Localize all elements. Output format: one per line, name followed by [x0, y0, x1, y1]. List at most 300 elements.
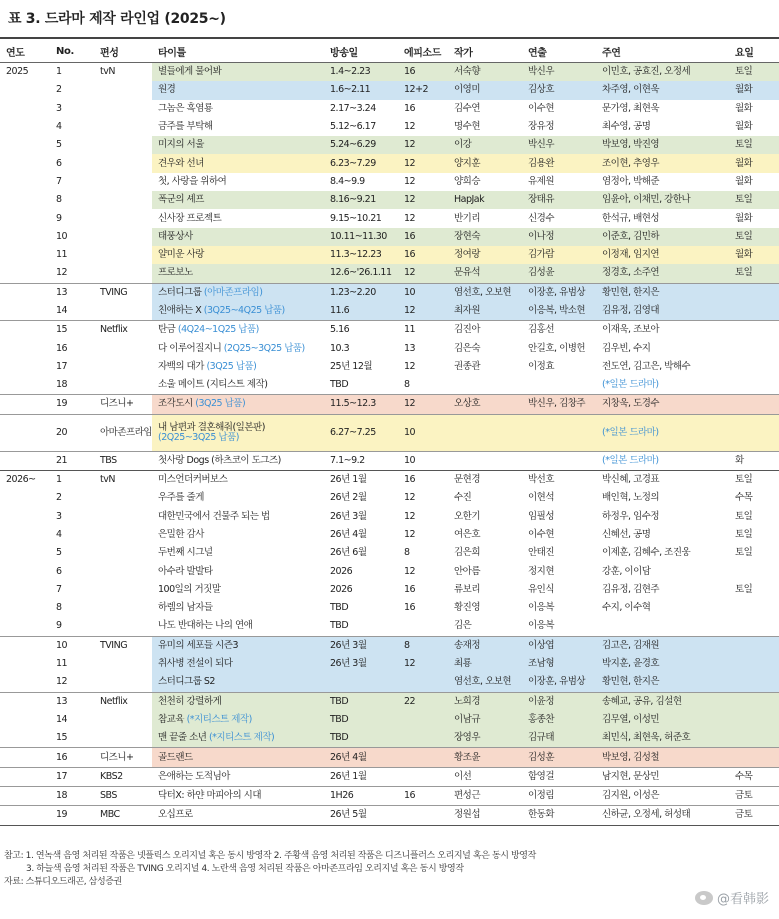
cast-cell: 임윤아, 이채민, 강한나: [596, 191, 729, 209]
network-cell: [94, 358, 152, 376]
no-cell: 13: [56, 695, 68, 707]
episode-cell: 10: [398, 451, 448, 470]
day-cell: 토일: [729, 228, 779, 246]
no-cell: 4: [56, 121, 62, 133]
title-cell: [152, 63, 324, 82]
weibo-icon: [695, 891, 713, 905]
cast-cell: 황민현, 한지은: [596, 283, 729, 302]
writer-cell: 이남규: [448, 711, 522, 729]
table-row: [0, 729, 779, 748]
director-cell: 유인식: [528, 583, 555, 595]
director-cell: 이장훈, 유범상: [522, 283, 596, 302]
cast-cell: 박지훈, 윤경호: [596, 655, 729, 673]
writer-cell: 최자원: [448, 302, 522, 321]
title-text: 취사병 전설이 되다: [158, 658, 233, 670]
episode-cell: 12+2: [398, 81, 448, 99]
writer-cell: 송재정: [448, 636, 522, 655]
title-text: 스터디그룹 S2: [158, 676, 215, 688]
day-cell: 토일: [729, 191, 779, 209]
cast-cell: 조이현, 추영우: [596, 154, 729, 172]
writer-cell: 최룡: [448, 655, 522, 673]
table-row: [0, 526, 779, 544]
director-cell: 박선호: [528, 474, 555, 486]
network-cell: [94, 544, 152, 562]
no-cell: 6: [56, 157, 62, 169]
table-row: [0, 100, 779, 118]
network-cell: MBC: [94, 806, 152, 825]
title-cell: [152, 118, 324, 136]
director-cell: 김용완: [522, 154, 596, 172]
cast-cell: 김우빈, 수지: [602, 342, 651, 354]
no-cell: 7: [56, 583, 62, 595]
date-cell: 26년 1월: [330, 474, 367, 486]
network-cell: [94, 100, 152, 118]
cast-cell: 송혜교, 공유, 김설현: [596, 692, 729, 711]
writer-cell: 김진아: [454, 324, 481, 336]
title-cell: [152, 414, 324, 451]
writer-cell: 명수현: [454, 121, 481, 133]
year-cell: [0, 358, 50, 376]
header-cell: 주연: [596, 40, 729, 63]
date-cell: 26년 6월: [330, 547, 367, 559]
episode-cell: 12: [404, 175, 416, 187]
director-cell: 김규태: [522, 729, 596, 748]
network-cell: [94, 209, 152, 227]
cast-cell: 차주영, 이현욱: [596, 81, 729, 99]
director-cell: 김성윤: [522, 264, 596, 283]
year-cell: [0, 729, 50, 748]
cast-cell: 전도연, 김고은, 박해수: [602, 360, 691, 372]
writer-cell: 염선호, 오보현: [448, 673, 522, 692]
writer-cell: 노희경: [448, 692, 522, 711]
title-text: 얄미운 사랑: [158, 249, 204, 261]
no-cell: 15: [50, 729, 94, 748]
director-cell: 안태진: [528, 547, 555, 559]
no-cell: 19: [50, 806, 94, 825]
director-cell: 장유정: [528, 121, 555, 133]
footnote-1: 참고: 1. 연녹색 음영 처리된 작품은 넷플릭스 오리지널 혹은 동시 방영작 2. 주황색 음영 처리된 작품은 디즈니플러스 오리지널 혹은 동시 방영작: [4, 851, 536, 861]
network-cell: [94, 655, 152, 673]
title-note: (3Q25 납품): [195, 398, 246, 410]
writer-cell: 이강: [448, 136, 522, 154]
title-text: 100일의 거짓말: [158, 583, 221, 595]
header-cell: 연출: [522, 40, 596, 63]
no-cell: 8: [56, 602, 62, 614]
day-cell: [729, 655, 779, 673]
header-cell: 요일: [729, 40, 779, 63]
year-cell: [0, 209, 50, 227]
writer-cell: 김은: [448, 617, 522, 636]
writer-cell: 김은희: [454, 547, 481, 559]
episode-cell: 12: [404, 492, 416, 504]
network-cell: [94, 711, 152, 729]
date-cell: 6.23~7.29: [324, 154, 398, 172]
director-cell: [522, 376, 596, 395]
writer-cell: 안아름: [454, 565, 481, 577]
cast-cell: 정경호, 소주연: [596, 264, 729, 283]
title-cell: [152, 81, 324, 99]
year-cell: [0, 806, 50, 825]
episode-cell: 22: [398, 692, 448, 711]
no-cell: 20: [50, 414, 94, 451]
table-row: [0, 302, 779, 321]
day-cell: 토일: [735, 547, 753, 559]
title-cell: [152, 339, 324, 357]
episode-cell: 12: [398, 154, 448, 172]
year-cell: [0, 228, 50, 246]
day-cell: [729, 636, 779, 655]
episode-cell: 16: [404, 474, 416, 486]
year-cell: [0, 264, 50, 283]
cast-cell: 강훈, 이이담: [602, 565, 651, 577]
writer-cell: [448, 451, 522, 470]
header-row: [0, 40, 779, 63]
table-row: [0, 136, 779, 154]
episode-cell: 16: [398, 786, 448, 805]
network-cell: [94, 136, 152, 154]
no-cell: 1: [56, 66, 62, 78]
director-cell: 조남형: [522, 655, 596, 673]
episode-cell: 16: [404, 602, 416, 614]
day-cell: 금토: [729, 786, 779, 805]
director-cell: 이수현: [528, 528, 555, 540]
title-cell: [152, 154, 324, 172]
director-cell: 김홍선: [528, 324, 555, 336]
episode-cell: 10: [398, 283, 448, 302]
day-cell: [729, 673, 779, 692]
title-text: 다 이루어질지니: [158, 342, 222, 354]
title-text: 미지의 서울: [158, 139, 204, 151]
title-note: (2Q25~3Q25 납품): [223, 342, 305, 354]
title-text: 신사장 프로젝트: [158, 212, 222, 224]
watermark-text: @看韩影: [716, 892, 769, 907]
network-cell: [94, 562, 152, 580]
director-cell: 홍종찬: [522, 711, 596, 729]
table-row: [0, 711, 779, 729]
table-row: [0, 283, 779, 302]
no-cell: 21: [50, 451, 94, 470]
title-text: 두번째 시그널: [158, 547, 213, 559]
title-text: 나도 반대하는 나의 연애: [158, 620, 253, 632]
no-cell: 2: [56, 492, 62, 504]
episode-cell: [398, 748, 448, 767]
date-cell: 10.11~11.30: [324, 228, 398, 246]
date-cell: 26년 3월: [330, 510, 367, 522]
year-cell: 2025: [6, 66, 29, 78]
episode-cell: 16: [404, 102, 416, 114]
watermark: [695, 888, 769, 907]
date-cell: 2026: [330, 565, 353, 577]
date-cell: 26년 3월: [324, 655, 398, 673]
director-cell: 이윤정: [522, 692, 596, 711]
header-cell: No.: [50, 40, 94, 63]
day-cell: 월화: [735, 212, 753, 224]
episode-cell: 16: [398, 228, 448, 246]
episode-cell: [398, 673, 448, 692]
title-cell: [152, 544, 324, 562]
year-cell: [0, 154, 50, 172]
title-text: 자백의 대가: [158, 360, 204, 372]
day-cell: [729, 711, 779, 729]
header-cell: 작가: [448, 40, 522, 63]
cast-cell: [596, 617, 729, 636]
no-cell: 16: [56, 342, 68, 354]
no-cell: 13: [56, 286, 68, 298]
day-cell: 월화: [735, 121, 753, 133]
no-cell: 12: [50, 673, 94, 692]
header-cell: 타이틀: [152, 40, 324, 63]
cast-cell: (*일본 드라마): [596, 414, 729, 451]
title-text: 폭군의 셰프: [158, 194, 204, 206]
title-text: 태풍상사: [158, 230, 193, 242]
day-cell: 수목: [729, 767, 779, 786]
director-cell: 이응복, 박소현: [522, 302, 596, 321]
table-row: [0, 358, 779, 376]
episode-cell: 13: [404, 342, 416, 354]
network-cell: [94, 599, 152, 617]
year-cell: [0, 118, 50, 136]
no-cell: 18: [50, 786, 94, 805]
year-cell: [0, 246, 50, 264]
director-cell: 신경수: [528, 212, 555, 224]
network-cell: tvN: [100, 474, 115, 486]
title-note: (3Q25 납품): [206, 360, 257, 372]
table-row: [0, 617, 779, 636]
day-cell: 월화: [729, 246, 779, 264]
network-cell: [94, 729, 152, 748]
cast-cell: 남지현, 문상민: [596, 767, 729, 786]
cast-cell: 박보영, 박진영: [596, 136, 729, 154]
table-title: 표 3. 드라마 제작 라인업 (2025~): [8, 11, 226, 27]
title-cell: [152, 395, 324, 414]
footnote-source: 자료: 스튜디오드래곤, 삼성증권: [4, 877, 122, 887]
network-cell: [94, 228, 152, 246]
date-cell: 5.12~6.17: [330, 121, 376, 133]
title-text: 오십프로: [158, 809, 193, 821]
title-cell: [152, 806, 324, 825]
writer-cell: HapJak: [448, 191, 522, 209]
date-cell: 26년 3월: [324, 636, 398, 655]
no-cell: 12: [50, 264, 94, 283]
cast-cell: 수지, 이수혁: [602, 602, 651, 614]
title-text: 골드랜드: [158, 751, 193, 763]
episode-cell: 12: [398, 302, 448, 321]
date-cell: 26년 1월: [324, 767, 398, 786]
title-cell: [152, 376, 324, 395]
date-cell: 5.16: [330, 324, 350, 336]
date-cell: 8.4~9.9: [330, 175, 365, 187]
table-row: [0, 339, 779, 357]
no-cell: 7: [56, 175, 62, 187]
header-cell: 연도: [0, 40, 50, 63]
writer-cell: 류보리: [454, 583, 481, 595]
title-text: 내 남편과 결혼해줘(일본판): [158, 421, 265, 433]
title-text: 유미의 세포들 시즌3: [158, 639, 238, 651]
director-cell: 박신우: [522, 136, 596, 154]
director-cell: 이정효: [528, 360, 555, 372]
title-text: 조각도시: [158, 398, 193, 410]
episode-cell: 8: [398, 636, 448, 655]
year-cell: [0, 508, 50, 526]
day-cell: [729, 376, 779, 395]
network-cell: [94, 376, 152, 395]
title-cell: [152, 264, 324, 283]
cast-cell: 신혜선, 공명: [602, 528, 651, 540]
date-cell: TBD: [324, 617, 398, 636]
network-cell: TVING: [100, 639, 128, 651]
table-row: [0, 264, 779, 283]
no-cell: 9: [50, 617, 94, 636]
date-cell: TBD: [324, 692, 398, 711]
header-cell: 편성: [94, 40, 152, 63]
director-cell: 장태유: [522, 191, 596, 209]
date-cell: 6.27~7.25: [324, 414, 398, 451]
cast-cell: 최수영, 공명: [602, 121, 651, 133]
cast-cell: 최민식, 최현욱, 허준호: [596, 729, 729, 748]
writer-cell: 정여랑: [448, 246, 522, 264]
network-cell: [94, 302, 152, 321]
table-row: [0, 228, 779, 246]
title-cell: [152, 283, 324, 302]
cast-cell: 이재욱, 조보아: [602, 324, 660, 336]
title-cell: [152, 767, 324, 786]
year-cell: [0, 526, 50, 544]
episode-cell: 16: [398, 246, 448, 264]
title-cell: [152, 302, 324, 321]
table-row: [0, 246, 779, 264]
year-cell: [0, 673, 50, 692]
title-cell: [152, 209, 324, 227]
day-cell: 토일: [729, 264, 779, 283]
episode-cell: 12: [398, 655, 448, 673]
table-row: [0, 451, 779, 470]
director-cell: 이장훈, 유범상: [522, 673, 596, 692]
no-cell: 14: [50, 302, 94, 321]
cast-cell: 하정우, 임수정: [602, 510, 660, 522]
network-cell: [94, 173, 152, 191]
director-cell: 김가람: [522, 246, 596, 264]
episode-cell: 16: [404, 583, 416, 595]
date-cell: 9.15~10.21: [330, 212, 382, 224]
table-row: [0, 173, 779, 191]
table-row: [0, 508, 779, 526]
network-cell: [94, 339, 152, 357]
no-cell: 5: [56, 547, 62, 559]
episode-cell: [398, 729, 448, 748]
title-text: 첫, 사랑을 위하여: [158, 175, 227, 187]
table-row: [0, 806, 779, 825]
title-cell: [152, 562, 324, 580]
title-cell: [152, 100, 324, 118]
title-note: (*지티스트 제작): [186, 713, 252, 725]
date-cell: 26년 2월: [330, 492, 367, 504]
cast-cell: 지창욱, 도경수: [596, 395, 729, 414]
date-cell: 8.16~9.21: [324, 191, 398, 209]
no-cell: 6: [56, 565, 62, 577]
network-cell: [94, 118, 152, 136]
writer-cell: 서숙향: [448, 63, 522, 82]
title-cell: [152, 358, 324, 376]
day-cell: 수목: [735, 492, 753, 504]
table-row: [0, 63, 779, 82]
day-cell: 금토: [729, 806, 779, 825]
date-cell: 1.6~2.11: [324, 81, 398, 99]
no-cell: 10: [56, 639, 68, 651]
table-row: [0, 376, 779, 395]
episode-cell: 10: [398, 414, 448, 451]
episode-cell: 12: [404, 565, 416, 577]
date-cell: [324, 673, 398, 692]
director-cell: 이수현: [528, 102, 555, 114]
episode-cell: 12: [404, 510, 416, 522]
no-cell: 5: [56, 139, 62, 151]
footnotes: [4, 850, 536, 889]
day-cell: [729, 414, 779, 451]
no-cell: 17: [56, 360, 68, 372]
cast-cell: 문가영, 최현욱: [602, 102, 660, 114]
network-cell: [94, 81, 152, 99]
network-cell: tvN: [100, 66, 115, 78]
title-text: 첫사랑 Dogs (하츠코이 도그즈): [158, 454, 281, 466]
table-row: [0, 414, 779, 451]
title-text: 은애하는 도적님아: [158, 770, 230, 782]
year-cell: [0, 136, 50, 154]
episode-cell: 12: [398, 136, 448, 154]
title-cell: [152, 599, 324, 617]
cast-cell: 김유정, 김현주: [602, 583, 660, 595]
title-text: 스터디그룹: [158, 286, 202, 298]
writer-cell: 문현경: [454, 474, 481, 486]
year-cell: [0, 302, 50, 321]
table-row: [0, 118, 779, 136]
date-cell: TBD: [324, 376, 398, 395]
writer-cell: 이선: [448, 767, 522, 786]
date-cell: 7.1~9.2: [324, 451, 398, 470]
title-cell: [152, 451, 324, 470]
title-note: (4Q24~1Q25 납품): [177, 324, 259, 336]
episode-cell: [398, 617, 448, 636]
day-cell: 월화: [729, 81, 779, 99]
table-row: [0, 470, 779, 489]
network-cell: TVING: [100, 286, 128, 298]
year-cell: [0, 81, 50, 99]
day-cell: 토일: [729, 136, 779, 154]
cast-cell: 박신혜, 고경표: [602, 474, 660, 486]
table-row: [0, 673, 779, 692]
network-cell: 아마존프라임: [94, 414, 152, 451]
cast-cell: 김지원, 이성은: [596, 786, 729, 805]
day-cell: 월화: [735, 175, 753, 187]
lineup-table: [0, 40, 779, 826]
cast-cell: 김무열, 이성민: [596, 711, 729, 729]
day-cell: [729, 599, 779, 617]
title-cell: [152, 673, 324, 692]
date-cell: 10.3: [330, 342, 350, 354]
date-cell: 2026: [330, 583, 353, 595]
writer-cell: 장현숙: [448, 228, 522, 246]
director-cell: 이정림: [522, 786, 596, 805]
date-cell: 26년 5월: [324, 806, 398, 825]
no-cell: 11: [56, 658, 68, 670]
writer-cell: 여은호: [454, 528, 481, 540]
year-cell: [0, 339, 50, 357]
table-row: [0, 692, 779, 711]
network-cell: 디즈니+: [94, 748, 152, 767]
title-text: 견우와 선녀: [158, 157, 204, 169]
day-cell: 토일: [735, 528, 753, 540]
director-cell: 이상엽: [522, 636, 596, 655]
table-row: [0, 191, 779, 209]
